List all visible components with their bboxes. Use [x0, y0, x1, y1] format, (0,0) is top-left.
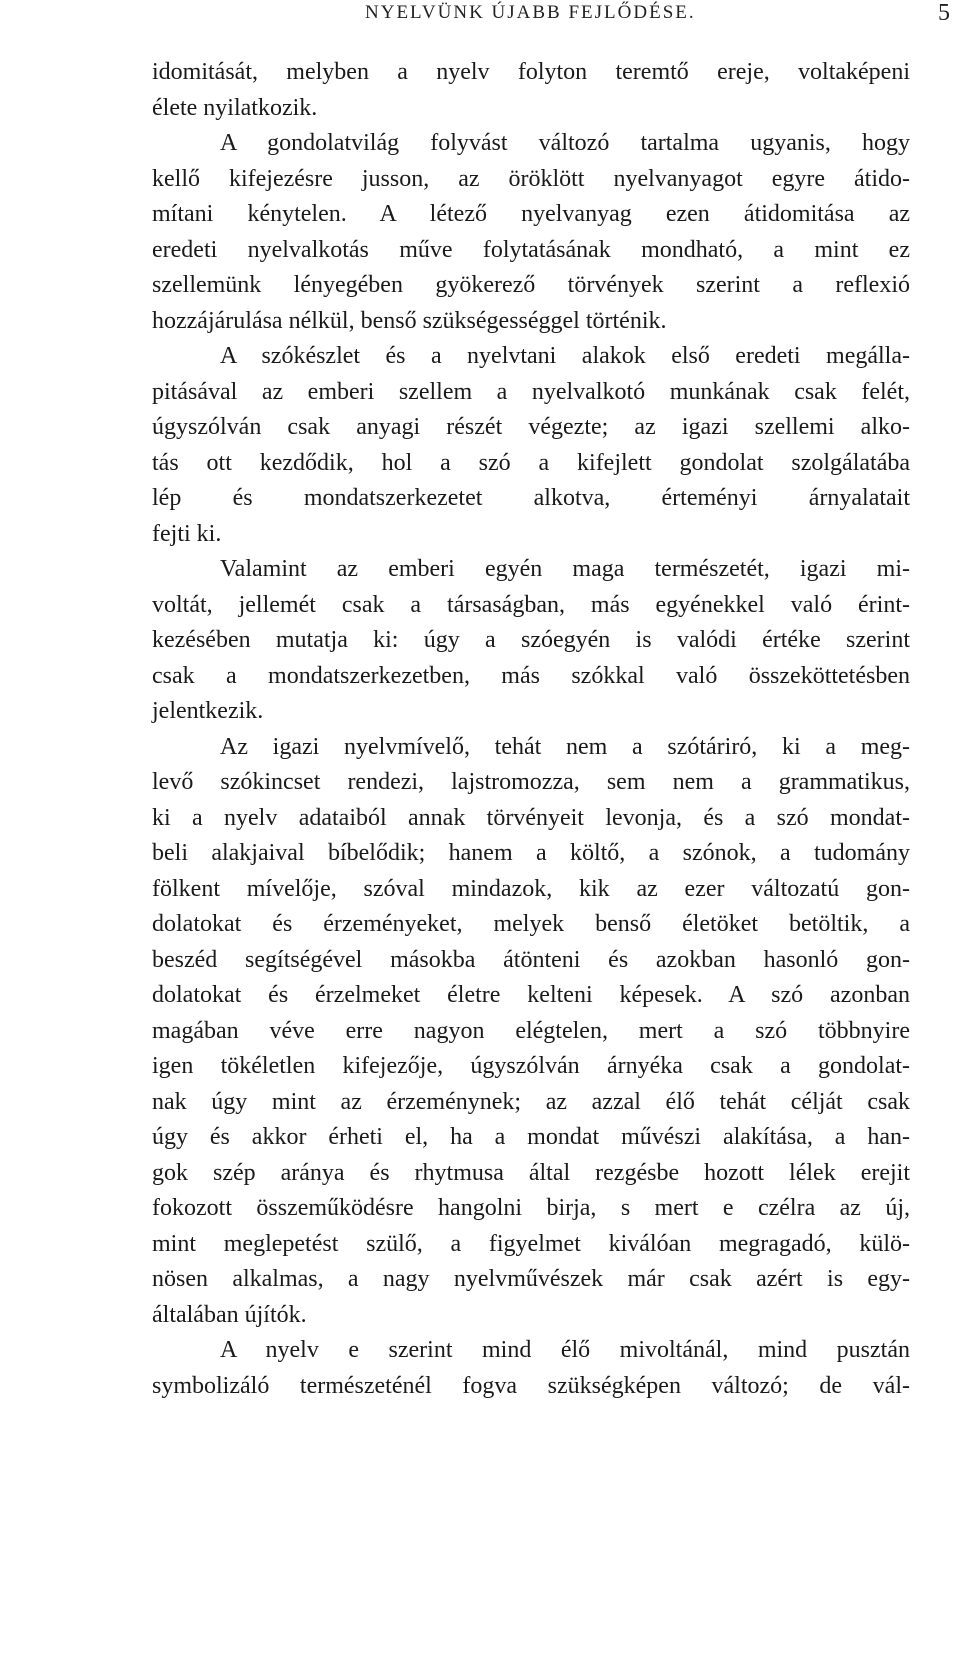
- text-line: általában újítók.: [152, 1301, 307, 1328]
- text-line: dolatokat és érzeményeket, melyek benső életöket betöltik, a: [152, 911, 910, 937]
- text-line: mint meglepetést szülő, a figyelmet kiválóan megragadó, külö-: [152, 1230, 910, 1257]
- text-line: voltát, jellemét csak a társaságban, más egyénekkel való érint-: [152, 591, 910, 618]
- text-line: idomitását, melyben a nyelv folyton teremtő ereje, voltaképeni: [152, 59, 910, 85]
- text-line: dolatokat és érzelmeket életre kelteni képesek. A szó azonban: [152, 982, 910, 1008]
- body-text: [152, 55, 910, 1404]
- text-line: A szókészlet és a nyelvtani alakok első eredeti megálla-: [220, 343, 910, 369]
- text-line: csak a mondatszerkezetben, más szókkal való összeköttetésben: [152, 662, 910, 689]
- text-line: lép és mondatszerkezetet alkotva, érteményi árnyalatait: [152, 485, 910, 511]
- text-line: úgy és akkor érheti el, ha a mondat művészi alakítása, a han-: [152, 1124, 910, 1150]
- text-line: levő szókincset rendezi, lajstromozza, sem nem a grammatikus,: [152, 769, 910, 795]
- text-line: igen tökéletlen kifejezője, úgyszólván árnyéka csak a gondolat-: [152, 1053, 910, 1079]
- text-line: ki a nyelv adataiból annak törvényeit levonja, és a szó mondat-: [152, 804, 910, 831]
- text-line: tás ott kezdődik, hol a szó a kifejlett gondolat szolgálatába: [152, 449, 910, 476]
- text-line: gok szép aránya és rhytmusa által rezgésbe hozott lélek erejit: [152, 1159, 910, 1186]
- page-number: 5: [938, 0, 950, 26]
- text-line: nak úgy mint az érzeménynek; az azzal élő tehát célját csak: [152, 1088, 910, 1115]
- text-line: Valamint az emberi egyén maga természetét, igazi mi-: [220, 556, 910, 582]
- text-line: eredeti nyelvalkotás műve folytatásának mondható, a mint ez: [152, 236, 910, 263]
- text-line: Az igazi nyelvmívelő, tehát nem a szótáriró, ki a meg-: [220, 733, 910, 760]
- text-line: fejti ki.: [152, 520, 222, 547]
- text-line: A gondolatvilág folyvást változó tartalma ugyanis, hogy: [220, 130, 910, 156]
- text-line: A nyelv e szerint mind élő mivoltánál, mind pusztán: [220, 1337, 910, 1363]
- text-line: beszéd segítségével másokba átönteni és azokban hasonló gon-: [152, 946, 910, 973]
- text-line: kellő kifejezésre jusson, az öröklött nyelvanyagot egyre átido-: [152, 165, 910, 192]
- text-line: úgyszólván csak anyagi részét végezte; az igazi szellemi alko-: [152, 414, 910, 440]
- text-line: magában véve erre nagyon elégtelen, mert a szó többnyire: [152, 1017, 910, 1044]
- text-line: jelentkezik.: [152, 698, 264, 724]
- text-line: hozzájárulása nélkül, benső szükségességgel történik.: [152, 307, 667, 334]
- text-line: élete nyilatkozik.: [152, 94, 318, 121]
- text-line: beli alakjaival bíbelődik; hanem a költő, a szónok, a tudomány: [152, 840, 910, 866]
- running-title: NYELVÜNK ÚJABB FEJLŐDÉSE.: [365, 2, 696, 23]
- text-line: pitásával az emberi szellem a nyelvalkotó munkának csak felét,: [152, 378, 910, 405]
- text-line: fölkent mívelője, szóval mindazok, kik az ezer változatú gon-: [152, 875, 910, 902]
- text-line: nösen alkalmas, a nagy nyelvművészek már csak azért is egy-: [152, 1266, 910, 1292]
- text-line: fokozott összeműködésre hangolni birja, s mert e czélra az új,: [152, 1195, 910, 1221]
- text-line: kezésében mutatja ki: úgy a szóegyén is valódi értéke szerint: [152, 627, 910, 653]
- text-line: mítani kénytelen. A létező nyelvanyag ezen átidomitása az: [152, 201, 910, 227]
- text-line: symbolizáló természeténél fogva szükségképen változó; de vál-: [152, 1372, 910, 1399]
- text-line: szellemünk lényegében gyökerező törvények szerint a reflexió: [152, 272, 910, 298]
